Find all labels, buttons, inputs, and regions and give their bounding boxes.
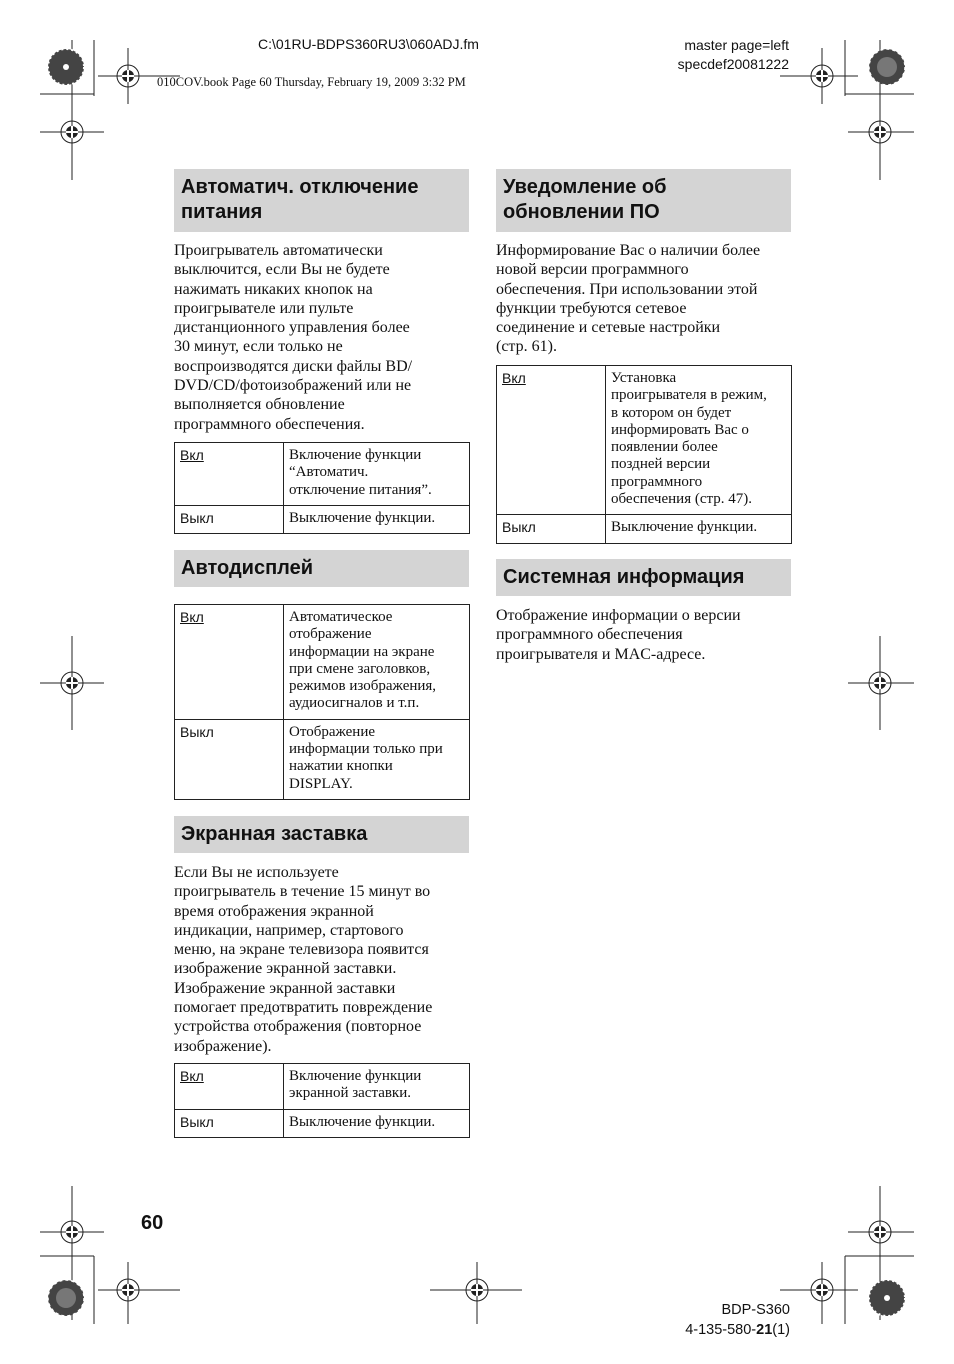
option-desc (284, 443, 470, 506)
text-line: DISPLAY. (289, 775, 353, 792)
text-line: выключится, если Вы не будете (174, 261, 390, 279)
section-title-screen-saver (174, 816, 469, 853)
text-line: программного обеспечения. (174, 415, 365, 433)
text-line: Информирование Вас о наличии более (496, 242, 761, 259)
section-title-line: Автоматич. отключение (181, 176, 419, 198)
table-row (497, 515, 792, 543)
text-line: дистанционного управления более (174, 319, 410, 337)
text-line: Отображение информации о версии (496, 607, 741, 624)
text-line: нажатии кнопки (289, 758, 393, 775)
text-line: (стр. 61). (496, 338, 557, 356)
text-line: Выключение функции. (611, 519, 758, 536)
spec-label: specdef20081222 (677, 56, 789, 72)
option-key-off: Выкл (175, 1109, 284, 1137)
option-key-on: Вкл (175, 605, 284, 720)
table-row (175, 605, 470, 720)
document-code (685, 1320, 790, 1340)
text-line: выполняется обновление (174, 396, 345, 414)
text-line: появлении более (611, 439, 718, 456)
text-line: Изображение экранной заставки (174, 979, 396, 997)
text-line: новой версии программного (496, 261, 689, 279)
code-prefix: 4-135-580- (685, 1322, 757, 1338)
text-line: программного обеспечения (496, 626, 683, 644)
text-line: меню, на экране телевизора появится (174, 941, 429, 959)
text-line: 30 минут, если только не (174, 338, 343, 356)
text-line: изображение экранной заставки. (174, 960, 397, 978)
screen-saver-description (174, 863, 474, 1056)
text-line: время отображения экранной (174, 902, 374, 920)
text-line: DVD/CD/фотоизображений или не (174, 377, 412, 395)
table-row (175, 719, 470, 799)
section-title-line: обновлении ПО (503, 201, 660, 223)
text-line: Включение функции (289, 1068, 422, 1084)
text-line: информации на экране (289, 643, 435, 660)
option-desc (606, 366, 792, 515)
section-title-line: Системная информация (503, 566, 745, 588)
master-page-info (678, 36, 789, 74)
option-desc (284, 505, 470, 533)
text-line: информировать Вас о (611, 421, 749, 438)
text-line: Отображение (289, 723, 376, 740)
option-desc (284, 605, 470, 720)
text-line: воспроизводятся диски файлы BD/ (174, 357, 413, 375)
section-title-system-info (496, 559, 791, 596)
text-line: соединение и сетевые настройки (496, 319, 721, 337)
text-line: помогает предотвратить повреждение (174, 999, 433, 1017)
table-row (497, 366, 792, 515)
text-line: отображение (289, 626, 372, 643)
code-bold: 21 (756, 1322, 773, 1338)
text-line: Выключение функции. (289, 509, 436, 526)
text-line: в котором он будет (611, 404, 732, 421)
option-key-off: Выкл (497, 515, 606, 543)
text-line: Установка (611, 370, 677, 386)
option-key-off: Выкл (175, 505, 284, 533)
table-row (175, 1109, 470, 1137)
text-line: индикации, например, стартового (174, 921, 404, 939)
text-line: обеспечения (стр. 47). (611, 491, 752, 508)
auto-power-off-options-table (174, 442, 470, 534)
text-line: изображение). (174, 1037, 272, 1055)
table-row (175, 443, 470, 506)
table-row (175, 1064, 470, 1110)
text-line: программного (611, 473, 703, 490)
section-title-software-update-notice (496, 169, 791, 232)
text-line: Автоматическое (289, 609, 393, 625)
text-line: Включение функции (289, 447, 422, 463)
screen-saver-options-table (174, 1063, 470, 1138)
text-line: Выключение функции. (289, 1113, 436, 1130)
text-line: устройства отображения (повторное (174, 1018, 422, 1036)
text-line: проигрывателя в режим, (611, 387, 767, 404)
text-line: аудиосигналов и т.п. (289, 695, 420, 712)
code-suffix: (1) (772, 1322, 790, 1338)
page-number: 60 (141, 1212, 164, 1234)
auto-power-off-description (174, 241, 474, 434)
option-key-on: Вкл (175, 443, 284, 506)
text-line: Проигрыватель автоматически (174, 242, 383, 259)
text-line: при смене заголовков, (289, 660, 431, 677)
file-path: C:\01RU-BDPS360RU3\060ADJ.fm (258, 36, 479, 52)
table-row (175, 505, 470, 533)
section-title-auto-power-off (174, 169, 469, 232)
master-page-label: master page=left (684, 37, 789, 53)
text-line: Если Вы не используете (174, 864, 339, 881)
text-line: экранной заставки. (289, 1085, 411, 1102)
option-key-on: Вкл (175, 1064, 284, 1110)
text-line: информации только при (289, 741, 443, 758)
software-update-notice-description (496, 241, 796, 357)
book-info: 010COV.book Page 60 Thursday, February 19, 2009 3:32 PM (157, 75, 466, 89)
text-line: функции требуются сетевое (496, 299, 687, 317)
section-title-line: питания (181, 201, 263, 223)
section-title-line: Уведомление об (503, 176, 667, 198)
text-line: обеспечения. При использовании этой (496, 280, 758, 298)
auto-display-options-table (174, 604, 470, 800)
system-info-description (496, 606, 796, 664)
option-key-on: Вкл (497, 366, 606, 515)
software-update-notice-options-table (496, 365, 792, 544)
model-name: BDP-S360 (721, 1302, 790, 1318)
section-title-auto-display (174, 550, 469, 587)
text-line: “Автоматич. (289, 464, 369, 481)
footer-info (685, 1300, 790, 1340)
option-desc (606, 515, 792, 543)
option-desc (284, 1064, 470, 1110)
text-line: режимов изображения, (289, 678, 437, 695)
text-line: поздней версии (611, 456, 711, 473)
text-line: проигрывателя и MAC-адресе. (496, 645, 706, 663)
option-desc (284, 1109, 470, 1137)
section-title-line: Экранная заставка (181, 823, 368, 845)
text-line: отключение питания”. (289, 481, 432, 498)
option-desc (284, 719, 470, 799)
text-line: проигрывателе или пульте (174, 299, 354, 317)
section-title-line: Автодисплей (181, 557, 314, 579)
text-line: нажимать никаких кнопок на (174, 280, 373, 298)
option-key-off: Выкл (175, 719, 284, 799)
text-line: проигрыватель в течение 15 минут во (174, 883, 431, 901)
